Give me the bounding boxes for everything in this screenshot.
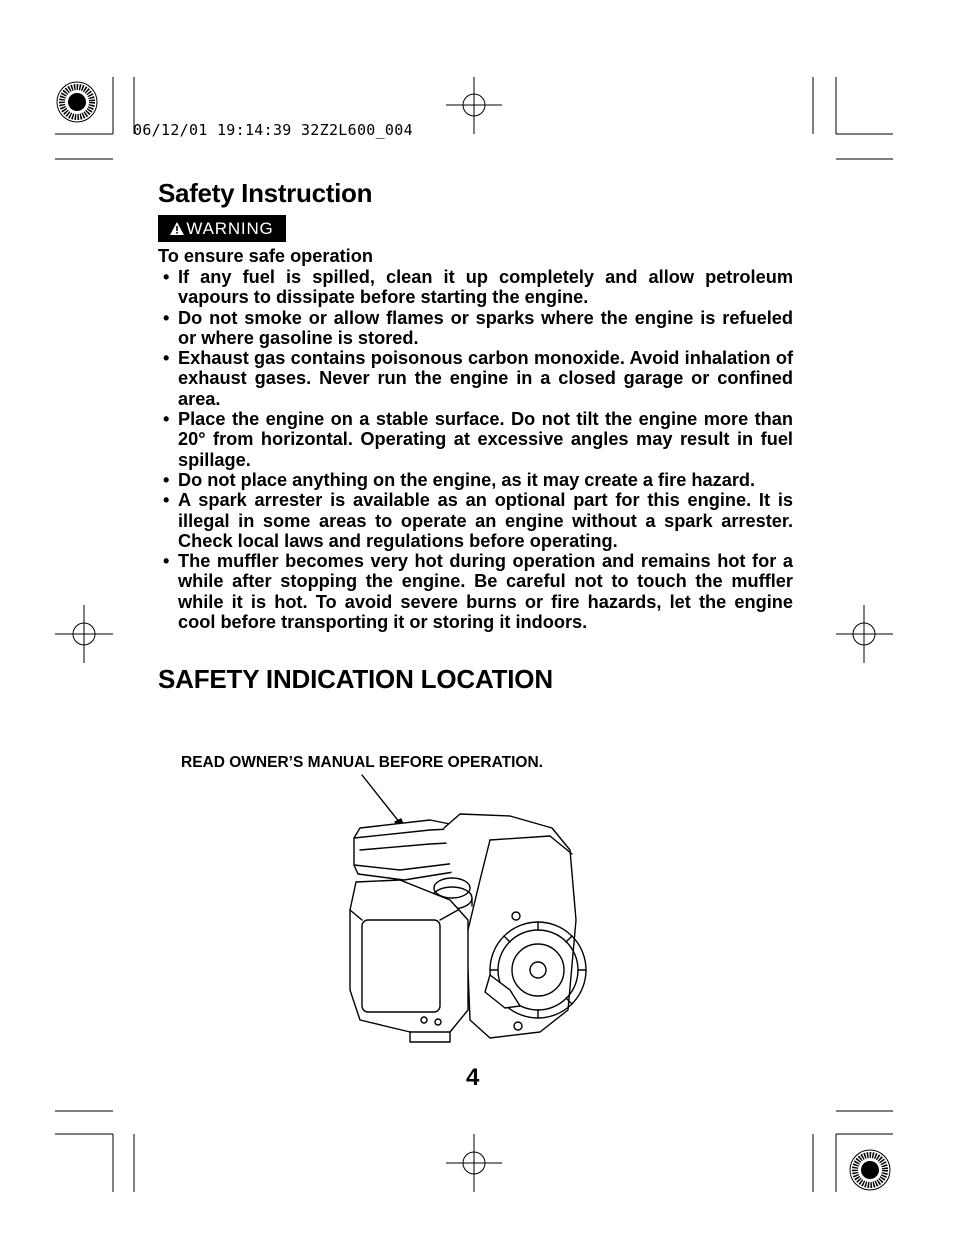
list-item: • If any fuel is spilled, clean it up completely and allow petroleum vapours to dissipate before starting the engine.	[158, 267, 793, 308]
registration-cross-left	[55, 605, 113, 663]
section-title: Safety Instruction	[158, 178, 373, 208]
registration-cross-bottom	[446, 1144, 502, 1182]
print-stamp: 06/12/01 19:14:39 32Z2L600_004	[133, 121, 413, 139]
location-title: SAFETY INDICATION LOCATION	[158, 664, 553, 694]
warning-label: WARNING	[186, 218, 274, 238]
list-item: • The muffler becomes very hot during operation and remains hot for a while after stopping the engine. Be careful not to touch the muffler while it is hot. To avoid severe burns or fire hazards, let the engine cool before transporting it or storing it indoors.	[158, 551, 793, 632]
registration-cross-right	[836, 605, 893, 663]
list-item: • Exhaust gas contains poisonous carbon monoxide. Avoid inhalation of exhaust gases. Never run the engine in a closed garage or confined area.	[158, 348, 793, 409]
safety-list	[158, 267, 793, 632]
list-item: • Do not smoke or allow flames or sparks where the engine is refueled or where gasoline is stored.	[158, 308, 793, 349]
list-item: • A spark arrester is available as an optional part for this engine. It is illegal in some areas to operate an engine without a spark arrester. Check local laws and regulations before operating.	[158, 490, 793, 551]
label-callout: READ OWNER’S MANUAL BEFORE OPERATION.	[181, 754, 543, 771]
list-item: • Do not place anything on the engine, as it may create a fire hazard.	[158, 470, 793, 490]
starburst-mark-top-left	[57, 82, 97, 122]
page-number: 4	[466, 1064, 480, 1091]
intro-text: To ensure safe operation	[158, 246, 373, 266]
warning-triangle-icon	[170, 222, 184, 235]
list-item: • Place the engine on a stable surface. Do not tilt the engine more than 20° from horizontal. Operating at excessive angles may result in fuel spillage.	[158, 409, 793, 470]
registration-cross-top	[446, 86, 502, 124]
starburst-mark-bottom-right	[850, 1150, 890, 1190]
warning-badge	[158, 215, 286, 242]
engine-illustration	[340, 770, 600, 1045]
